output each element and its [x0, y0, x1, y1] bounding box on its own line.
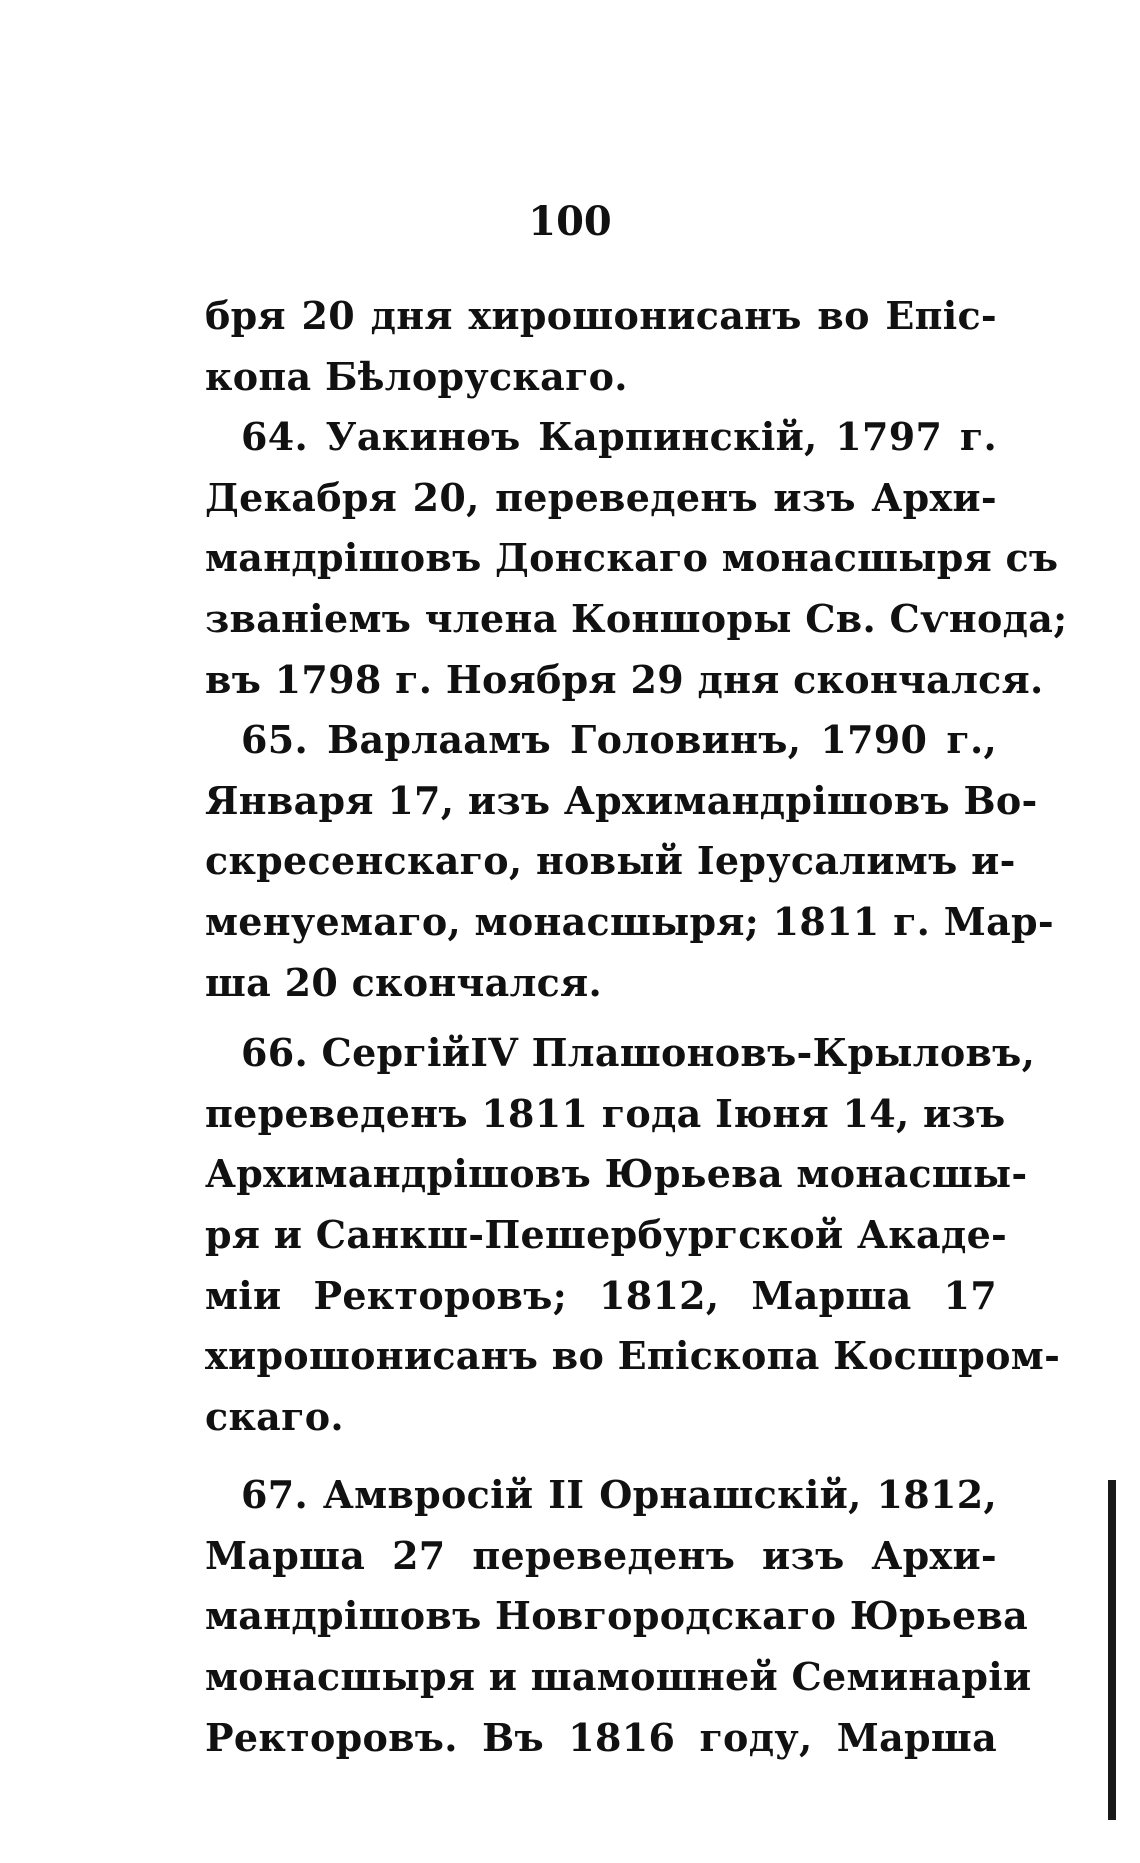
- text-line: 65. Варлаамъ Головинъ, 1790 г.,: [241, 717, 997, 763]
- text-line: ша 20 скончался.: [205, 959, 603, 1005]
- text-line: Декабря 20, переведенъ изъ Архи-: [205, 474, 997, 520]
- text-line: 64. Уакинѳъ Карпинскій, 1797 г.: [241, 414, 997, 460]
- entry-64: [205, 407, 1068, 710]
- text-line: копа Бѣлорускаго.: [205, 353, 628, 399]
- entry-65: [205, 710, 1054, 1013]
- page-number: 100: [528, 198, 612, 245]
- text-line: скресенскаго, новый Іерусалимъ и-: [205, 838, 1016, 884]
- text-line: званіемъ члена Коншоры Св. Сѵнода;: [205, 595, 1068, 641]
- text-body: [205, 286, 1068, 1768]
- page-edge-shadow: [1108, 1480, 1116, 1820]
- text-line: скаго.: [205, 1393, 344, 1439]
- text-line: переведенъ 1811 года Іюня 14, изъ: [205, 1090, 1006, 1136]
- entry-67: [205, 1465, 1032, 1768]
- text-line: Ректоровъ. Въ 1816 году, Марша: [205, 1714, 997, 1760]
- text-line: бря 20 дня хирошонисанъ во Епіс-: [205, 293, 997, 338]
- text-line: менуемаго, монасшыря; 1811 г. Мар-: [205, 898, 1054, 944]
- text-line: мандрішовъ Новгородскаго Юрьева: [205, 1593, 1029, 1639]
- entry-continuation: [205, 286, 997, 407]
- text-line: хирошонисанъ во Епіскопа Косшром-: [205, 1333, 1061, 1379]
- text-line: міи Ректоровъ; 1812, Марша 17: [205, 1272, 997, 1318]
- text-line: Архимандрішовъ Юрьева монасшы-: [205, 1151, 1028, 1197]
- text-line: въ 1798 г. Ноября 29 дня скончался.: [205, 656, 1044, 702]
- text-line: 66. СергійIV Плашоновъ-Крыловъ,: [241, 1030, 1036, 1076]
- entry-66: [205, 1023, 1061, 1447]
- text-line: Марша 27 переведенъ изъ Архи-: [205, 1532, 997, 1578]
- text-line: монасшыря и шамошней Семинаріи: [205, 1654, 1032, 1700]
- text-line: мандрішовъ Донскаго монасшыря съ: [205, 535, 1059, 581]
- text-line: ря и Санкш-Пешербургской Акаде-: [205, 1211, 1008, 1257]
- text-line: 67. Амвросій II Орнашскій, 1812,: [241, 1472, 997, 1518]
- text-line: Января 17, изъ Архимандрішовъ Во-: [205, 777, 1038, 823]
